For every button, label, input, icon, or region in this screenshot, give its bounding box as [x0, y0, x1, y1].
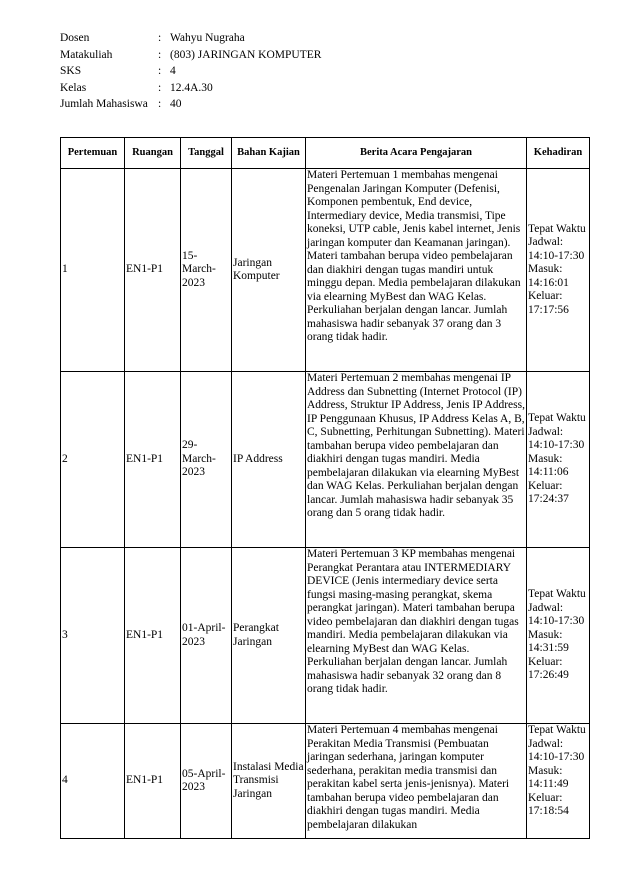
table-row [61, 724, 590, 839]
column-header-ruangan: Ruangan [125, 138, 181, 169]
table-row [61, 169, 590, 372]
cell-pertemuan: 1 [61, 169, 125, 372]
course-info [60, 30, 321, 113]
cell-kehadiran: Tepat Waktu Jadwal: 14:10-17:30 Masuk: 14:11:49 Keluar: 17:18:54 [527, 724, 590, 839]
cell-kehadiran: Tepat Waktu Jadwal: 14:10-17:30 Masuk: 14:16:01 Keluar: 17:17:56 [527, 169, 590, 372]
column-header-kehadiran: Kehadiran [527, 138, 590, 169]
info-colon: : [158, 48, 162, 61]
info-colon: : [158, 32, 162, 44]
info-row-jumlah-mahasiswa [60, 96, 321, 113]
info-value: (803) JARINGAN KOMPUTER [170, 48, 322, 61]
table-header-row [61, 138, 590, 169]
column-header-bahan-kajian: Bahan Kajian [232, 138, 306, 169]
cell-bahan-kajian: Instalasi Media Transmisi Jaringan [232, 724, 306, 839]
cell-ruangan: EN1-P1 [125, 372, 181, 548]
column-header-berita-acara: Berita Acara Pengajaran [306, 138, 527, 169]
info-value: 40 [170, 98, 182, 110]
column-header-pertemuan: Pertemuan [61, 138, 125, 169]
info-colon: : [158, 98, 162, 110]
info-value: Wahyu Nugraha [170, 32, 245, 44]
info-label: Jumlah Mahasiswa [60, 98, 148, 110]
cell-berita-acara: Materi Pertemuan 3 KP membahas mengenai Perangkat Perantara atau INTERMEDIARY DEVICE (Jenis intermediary device serta fungsi masing-masing perangkat, skema perangkat jaringan). Materi tambahan berupa video pembelajaran dan diakhiri dengan tugas mandiri. Media pembelajaran dilakukan via elearning MyBest dan WAG Kelas. Perkuliahan berjalan dengan lancar. Jumlah mahasiswa hadir sebanyak 32 orang dan 8 orang tidak hadir. [306, 548, 527, 724]
info-row-dosen [60, 30, 321, 47]
info-label: SKS [60, 65, 82, 77]
cell-berita-acara: Materi Pertemuan 4 membahas mengenai Perakitan Media Transmisi (Pembuatan jaringan sederhana, jaringan komputer sederhana, perakitan media transmisi dan perakitan kabel serta jenis-jenisnya). Materi tambahan berupa video pembelajaran dan diakhiri dengan tugas mandiri. Media pembelajaran dilakukan [306, 724, 527, 839]
cell-berita-acara: Materi Pertemuan 2 membahas mengenai IP Address dan Subnetting (Internet Protocol (IP) Address, Struktur IP Address, Jenis IP Address, IP Penggunaan Khusus, IP Address Kelas A, B, C, Subnetting, Perhitungan Subnetting). Materi tambahan berupa video pembelajaran dan diakhiri dengan tugas mandiri. Media pembelajaran dilakukan via elearning MyBest dan WAG Kelas. Perkuliahan berjalan dengan lancar. Jumlah mahasiswa hadir sebanyak 35 orang dan 5 orang tidak hadir. [306, 372, 527, 548]
cell-bahan-kajian: IP Address [232, 372, 306, 548]
info-label: Matakuliah [60, 48, 113, 61]
info-row-sks [60, 63, 321, 80]
info-row-matakuliah [60, 47, 321, 64]
cell-tanggal: 01-April-2023 [181, 548, 232, 724]
info-label: Kelas [60, 81, 87, 94]
cell-kehadiran: Tepat Waktu Jadwal: 14:10-17:30 Masuk: 14:11:06 Keluar: 17:24:37 [527, 372, 590, 548]
cell-tanggal: 05-April-2023 [181, 724, 232, 839]
cell-bahan-kajian: Perangkat Jaringan [232, 548, 306, 724]
info-colon: : [158, 65, 162, 77]
cell-ruangan: EN1-P1 [125, 724, 181, 839]
cell-kehadiran: Tepat Waktu Jadwal: 14:10-17:30 Masuk: 14:31:59 Keluar: 17:26:49 [527, 548, 590, 724]
cell-ruangan: EN1-P1 [125, 548, 181, 724]
cell-pertemuan: 4 [61, 724, 125, 839]
column-header-tanggal: Tanggal [181, 138, 232, 169]
info-value: 4 [170, 65, 176, 77]
cell-pertemuan: 2 [61, 372, 125, 548]
table-row [61, 548, 590, 724]
cell-berita-acara: Materi Pertemuan 1 membahas mengenai Pengenalan Jaringan Komputer (Defenisi, Komponen pembentuk, End device, Intermediary device, Media transmisi, Tipe koneksi, UTP cable, Jenis kabel internet, Jenis jaringan komputer dan Keamanan jaringan). Materi tambahan berupa video pembelajaran dan diakhiri dengan tugas mandiri untuk minggu depan. Media pembelajaran dilakukan via elearning MyBest dan WAG Kelas. Perkuliahan berjalan dengan lancar. Jumlah mahasiswa hadir sebanyak 37 orang dan 3 orang tidak hadir. [306, 169, 527, 372]
table-row [61, 372, 590, 548]
info-colon: : [158, 81, 162, 94]
info-value: 12.4A.30 [170, 81, 213, 94]
cell-bahan-kajian: Jaringan Komputer [232, 169, 306, 372]
info-label: Dosen [60, 32, 90, 44]
cell-pertemuan: 3 [61, 548, 125, 724]
cell-tanggal: 29-March-2023 [181, 372, 232, 548]
info-row-kelas [60, 80, 321, 97]
attendance-table [60, 137, 590, 839]
cell-ruangan: EN1-P1 [125, 169, 181, 372]
cell-tanggal: 15-March-2023 [181, 169, 232, 372]
